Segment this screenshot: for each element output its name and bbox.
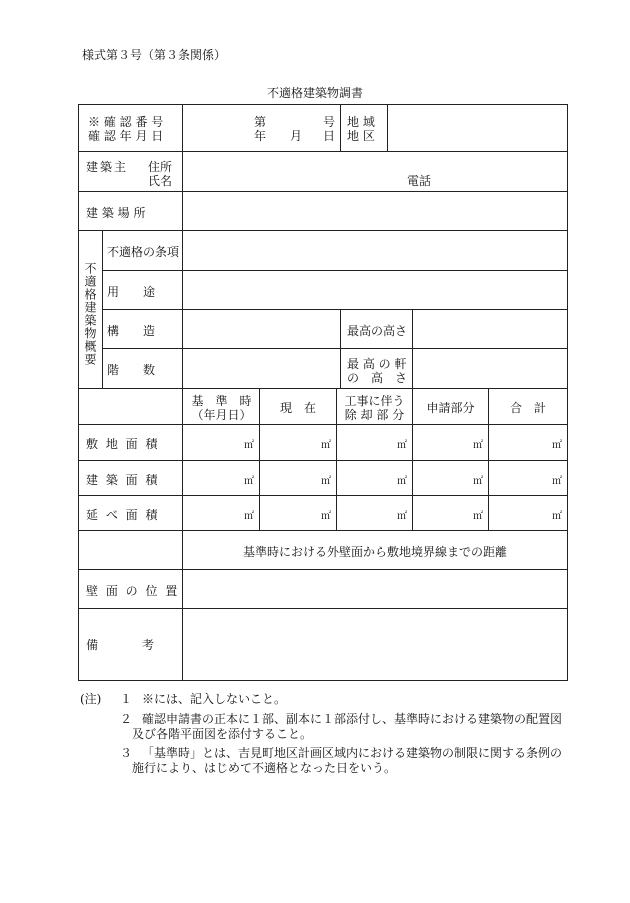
unit: ㎡	[473, 440, 483, 451]
label-eave-2: の 高 さ	[347, 371, 408, 385]
note-1-no: １	[120, 692, 133, 706]
label-remarks: 備 考	[86, 638, 157, 652]
text-nen: 年	[254, 129, 267, 143]
form-number: 様式第３号（第３条関係）	[82, 48, 227, 62]
header-distance: 基準時における外壁面から敷地境界線までの距離	[242, 545, 507, 559]
unit: ㎡	[397, 476, 407, 487]
unit: ㎡	[397, 440, 407, 451]
note-2-text: 確認申請書の正本に１部、副本に１部添付し、基準時における建築物の配置図	[142, 712, 563, 726]
label-kenchikunushi: 建築主	[86, 160, 129, 174]
label-shimei: 氏名	[148, 174, 173, 188]
label-overview: 不適格建築物概要	[83, 262, 97, 366]
label-chiku: 地 区	[347, 129, 375, 143]
header-jokyaku-2: 除 却 部 分	[344, 408, 405, 422]
text-dai: 第	[254, 115, 267, 129]
note-3-text: 「基準時」とは、吉見町地区計画区域内における建築物の制限に関する条例の	[142, 746, 563, 760]
label-kakunin-date: 確 認 年 月 日	[88, 129, 164, 143]
header-genzai: 現 在	[279, 401, 316, 415]
unit: ㎡	[397, 511, 407, 522]
label-phone: 電話	[407, 174, 432, 188]
label-site: 建 築 場 所	[86, 206, 146, 220]
label-eave-1: 最 高 の 軒	[347, 357, 407, 371]
unit: ㎡	[244, 511, 254, 522]
remarks-field[interactable]	[184, 610, 564, 678]
label-nobe-menseki: 延 べ 面 積	[86, 508, 160, 522]
header-goukei: 合 計	[509, 401, 546, 415]
label-jouko: 不適格の条項	[107, 245, 180, 259]
note-3-text-cont: 施行により、はじめて不適格となった日をいう。	[132, 761, 397, 775]
owner-field[interactable]	[184, 153, 564, 189]
site-field[interactable]	[184, 193, 564, 228]
unit: ㎡	[473, 511, 483, 522]
header-kijunji-date: （年月日）	[191, 408, 252, 422]
form-title: 不適格建築物調書	[266, 86, 363, 100]
header-jokyaku-1: 工事に伴う	[344, 394, 405, 408]
label-kakunin-bango: ※ 確 認 番 号	[88, 115, 164, 129]
unit: ㎡	[552, 511, 562, 522]
unit: ㎡	[321, 511, 331, 522]
unit: ㎡	[244, 476, 254, 487]
label-jusho: 住所	[148, 160, 173, 174]
unit: ㎡	[552, 440, 562, 451]
note-2-no: ２	[120, 712, 133, 726]
label-kouzou: 構 造	[107, 324, 156, 338]
unit: ㎡	[244, 440, 254, 451]
unit: ㎡	[321, 476, 331, 487]
header-kijunji: 基 準 時	[191, 394, 252, 408]
wall-field[interactable]	[184, 571, 564, 606]
text-go: 号	[323, 115, 336, 129]
label-wall: 壁 面 の 位 置	[86, 584, 180, 598]
note-2-text-cont: 及び各階平面図を添付すること。	[132, 727, 313, 741]
label-chiiki: 地 域	[347, 115, 375, 129]
label-kaisuu: 階 数	[107, 363, 156, 377]
note-3-no: ３	[120, 746, 133, 760]
text-tsuki: 月	[290, 129, 303, 143]
label-shikichi: 敷 地 面 積	[86, 437, 160, 451]
unit: ㎡	[473, 476, 483, 487]
chiiki-chiku-field[interactable]	[389, 106, 565, 149]
notes-prefix: (注)	[80, 692, 102, 706]
text-hi: 日	[323, 129, 336, 143]
label-max-height: 最高の高さ	[347, 324, 408, 338]
note-1-text: ※には、記入しないこと。	[142, 692, 287, 706]
unit: ㎡	[552, 476, 562, 487]
unit: ㎡	[321, 440, 331, 451]
label-kenchiku-menseki: 建 築 面 積	[86, 473, 160, 487]
header-shinsei: 申請部分	[426, 401, 475, 415]
label-youto: 用 途	[107, 285, 156, 299]
